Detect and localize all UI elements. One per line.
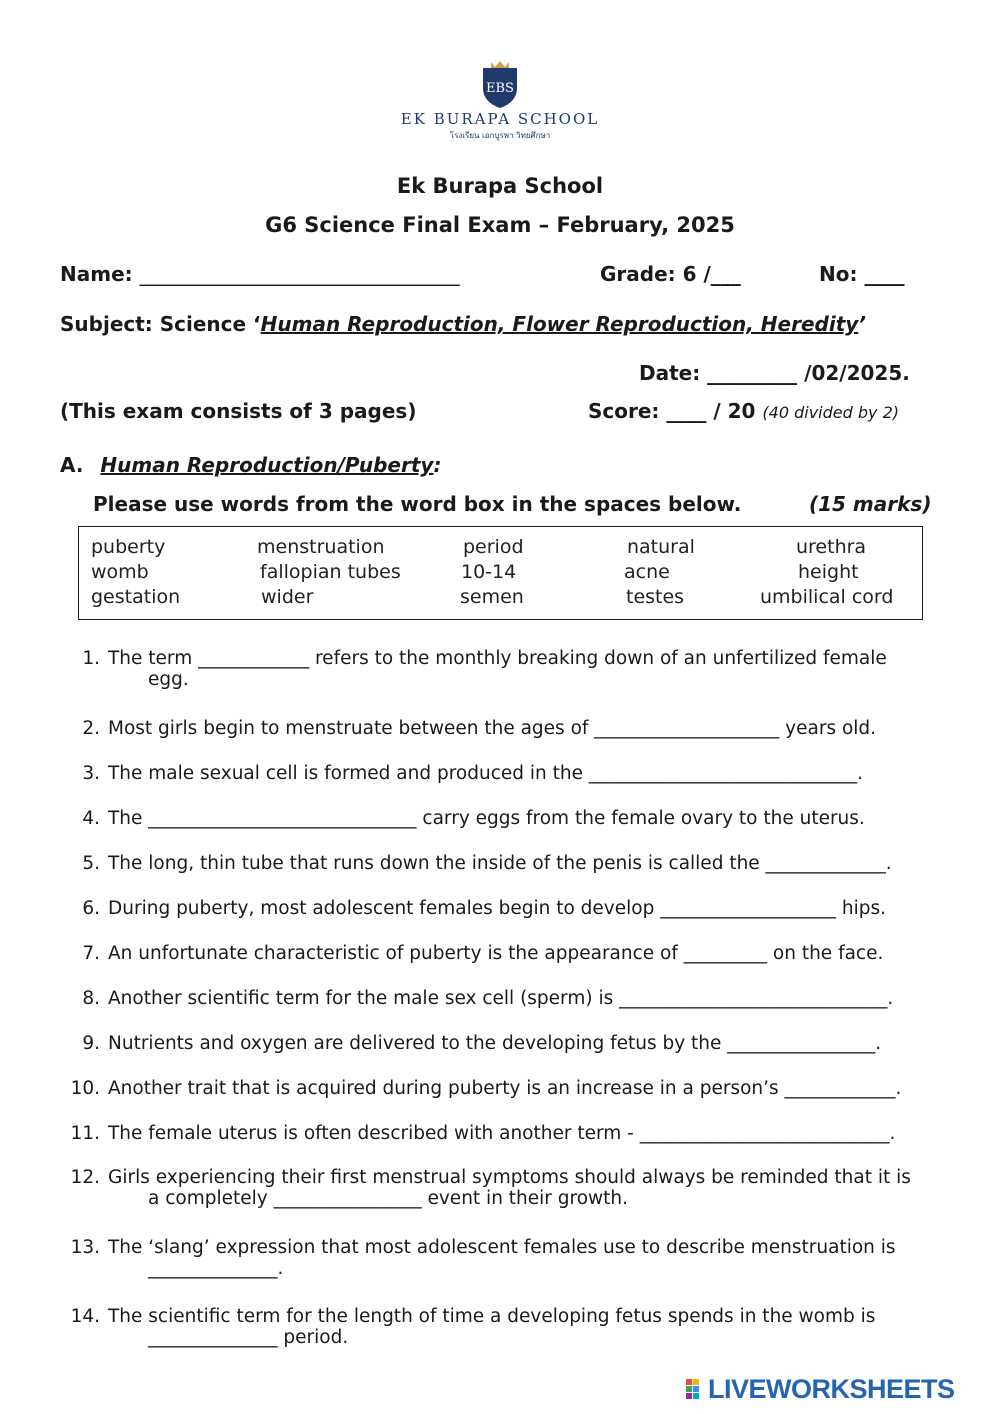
question-14 <box>60 1306 950 1348</box>
subject-topics: Human Reproduction, Flower Reproduction, Heredity <box>260 312 859 336</box>
question-6 <box>60 898 950 919</box>
question-13 <box>60 1237 950 1279</box>
crest-monogram: EBS <box>486 81 514 96</box>
question-number: 12. <box>70 1167 100 1188</box>
word-box-item: semen <box>460 586 524 608</box>
question-number: 9. <box>82 1033 100 1054</box>
subject-label: Subject: Science ‘ <box>60 312 261 336</box>
question-8 <box>60 988 950 1009</box>
liveworksheets-logo-icon <box>686 1379 706 1403</box>
question-number: 11. <box>70 1123 100 1144</box>
question-number: 2. <box>82 718 100 739</box>
question-7 <box>60 943 950 964</box>
question-text[interactable]: The _____________________________ carry eggs from the female ovary to the uterus. <box>108 808 865 829</box>
score-label: Score: ____ / 20 <box>588 399 756 423</box>
question-number: 1. <box>82 648 100 669</box>
question-3 <box>60 763 950 784</box>
liveworksheets-watermark <box>686 1374 986 1408</box>
question-number: 4. <box>82 808 100 829</box>
question-number: 7. <box>82 943 100 964</box>
section-a-colon: : <box>433 453 442 477</box>
word-box-item: menstruation <box>257 536 385 558</box>
school-logo <box>400 60 600 140</box>
question-5 <box>60 853 950 874</box>
grade-field[interactable]: Grade: 6 /___ <box>600 262 741 286</box>
score-field <box>588 399 899 423</box>
word-box-item: umbilical cord <box>760 586 894 608</box>
subject-end-quote: ’ <box>858 312 866 336</box>
name-label: Name: <box>60 262 133 286</box>
pages-note: (This exam consists of 3 pages) <box>60 399 417 423</box>
question-text[interactable]: The female uterus is often described with another term - ___________________________. <box>108 1123 896 1144</box>
section-a-marks: (15 marks) <box>809 492 932 516</box>
question-text[interactable]: An unfortunate characteristic of puberty is the appearance of _________ on the face. <box>108 943 884 964</box>
number-field[interactable]: No: ____ <box>819 262 905 286</box>
question-text: The ‘slang’ expression that most adolescent females use to describe menstruation is <box>108 1237 896 1258</box>
question-text[interactable]: Most girls begin to menstruate between the ages of ____________________ years old. <box>108 718 877 739</box>
liveworksheets-text: LIVEWORKSHEETS <box>708 1374 955 1404</box>
question-text[interactable]: Nutrients and oxygen are delivered to the developing fetus by the ________________. <box>108 1033 882 1054</box>
question-continuation: egg. <box>148 669 189 690</box>
question-text[interactable]: Another trait that is acquired during puberty is an increase in a person’s ____________. <box>108 1078 902 1099</box>
section-a-heading <box>60 453 441 477</box>
question-number: 3. <box>82 763 100 784</box>
word-box-item: period <box>463 536 524 558</box>
question-text[interactable]: Another scientific term for the male sex cell (sperm) is _____________________________. <box>108 988 894 1009</box>
section-a-letter: A. <box>60 453 84 477</box>
date-field[interactable]: Date: _________ /02/2025. <box>639 361 910 385</box>
word-box-item: testes <box>626 586 685 608</box>
score-note: (40 divided by 2) <box>762 403 899 422</box>
question-11 <box>60 1123 950 1144</box>
word-box-item: height <box>798 561 859 583</box>
question-continuation[interactable]: ______________ period. <box>148 1327 349 1348</box>
word-box-item: wider <box>261 586 314 608</box>
name-field <box>60 262 460 286</box>
word-box-item: gestation <box>91 586 181 608</box>
question-1 <box>60 648 950 690</box>
name-blank[interactable]: ________________________________ <box>139 262 460 286</box>
word-box-item: natural <box>627 536 695 558</box>
section-a-title: Human Reproduction/Puberty <box>100 453 434 477</box>
question-text[interactable]: During puberty, most adolescent females begin to develop ___________________ hips. <box>108 898 886 919</box>
question-text: The scientific term for the length of time a developing fetus spends in the womb is <box>108 1306 876 1327</box>
question-text[interactable]: The male sexual cell is formed and produced in the _____________________________. <box>108 763 863 784</box>
question-number: 10. <box>70 1078 100 1099</box>
question-number: 13. <box>70 1237 100 1258</box>
question-2 <box>60 718 950 739</box>
question-10 <box>60 1078 950 1099</box>
school-title: Ek Burapa School <box>396 174 604 198</box>
word-box-item: womb <box>91 561 149 583</box>
question-text[interactable]: The long, thin tube that runs down the inside of the penis is called the _____________. <box>108 853 892 874</box>
question-continuation[interactable]: ______________. <box>148 1258 284 1279</box>
question-number: 5. <box>82 853 100 874</box>
question-4 <box>60 808 950 829</box>
school-crest-icon <box>473 60 527 110</box>
question-12 <box>60 1167 950 1209</box>
question-number: 14. <box>70 1306 100 1327</box>
question-number: 6. <box>82 898 100 919</box>
word-box-item: fallopian tubes <box>260 561 401 583</box>
question-text[interactable]: The term ____________ refers to the monthly breaking down of an unfertilized female <box>108 648 887 669</box>
exam-title: G6 Science Final Exam – February, 2025 <box>265 213 735 237</box>
word-box-item: urethra <box>796 536 867 558</box>
question-text: Girls experiencing their first menstrual symptoms should always be reminded that it is <box>108 1167 911 1188</box>
section-a-instruction: Please use words from the word box in the spaces below. <box>93 492 742 516</box>
word-box <box>78 526 923 620</box>
word-box-item: puberty <box>91 536 166 558</box>
word-box-item: acne <box>624 561 670 583</box>
logo-school-thai: โรงเรียน เอกบูรพา วิทยศึกษา <box>449 131 551 140</box>
question-continuation[interactable]: a completely ________________ event in their growth. <box>148 1188 629 1209</box>
logo-school-name: EK BURAPA SCHOOL <box>400 110 600 128</box>
question-9 <box>60 1033 950 1054</box>
word-box-item: 10-14 <box>461 561 517 583</box>
question-number: 8. <box>82 988 100 1009</box>
subject-line <box>60 312 866 336</box>
